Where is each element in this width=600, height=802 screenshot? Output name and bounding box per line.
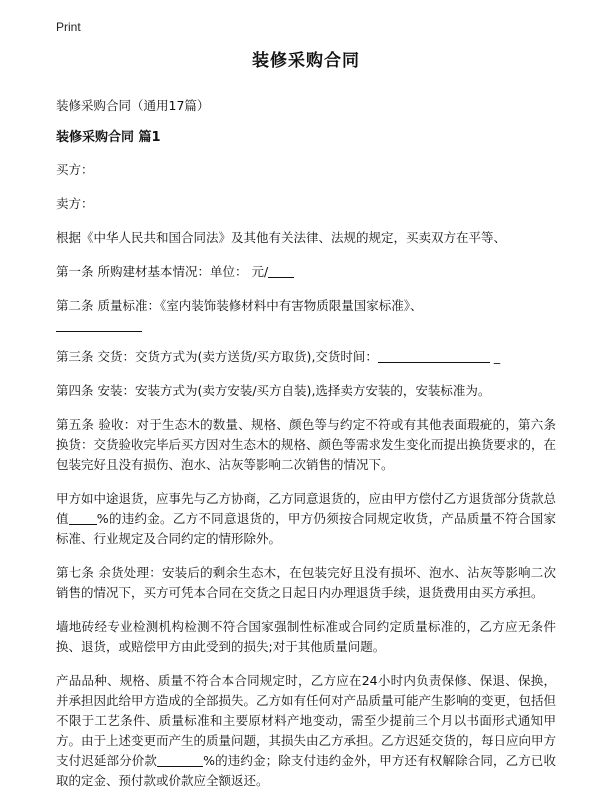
- intro-paragraph: 根据《中华人民共和国合同法》及其他有关法律、法规的规定，买卖双方在平等、: [56, 230, 507, 245]
- standard-blank: [56, 317, 142, 332]
- article-1-text: 第一条 所购建材基本情况：单位： 元/: [56, 264, 269, 279]
- quality-text-a: 产品品种、规格、质量不符合本合同规定时，乙方应在24小时内负责保修、保退、保换，并承担因此给甲方造成的全部损失。乙方如有任何对产品质量可能产生影响的变更，包括但不限于工艺条件、质量标准和主要原材料产地变动，需至少提前三个月以书面形式通知甲方。由于上述变更而产生的质量问题，其损失由乙方承担。乙方迟延交货的，每日应向甲方支付迟延部分价款: [56, 673, 557, 768]
- section-heading: 装修采购合同 篇1: [56, 130, 161, 145]
- delivery-time-blank: [378, 348, 490, 363]
- unit-blank: [268, 263, 294, 278]
- article-2: [56, 296, 556, 336]
- article-5-6: 第五条 验收：对于生态木的数量、规格、颜色等与约定不符或有其他表面瑕疵的，第六条 换货：交货验收完毕后买方因对生态木的规格、颜色等需求发生变化而提出换货要求的，在包装完好且没有损伤、泡水、沾灰等影响二次销售的情况下。: [56, 417, 557, 472]
- article-7: 第七条 余货处理：安装后的剩余生态木，在包装完好且没有损坏、泡水、沾灰等影响二次销售的情况下，买方可凭本合同在交货之日起日内办理退货手续，退货费用由买方承担。: [56, 565, 556, 600]
- article-3-tail: _: [493, 349, 501, 364]
- document-body: [56, 50, 556, 802]
- article-3: [56, 347, 556, 367]
- return-percent-blank: [69, 510, 97, 525]
- quality-text-b: %的违约金；除支付违约金外，甲方还有权解除合同，乙方已收取的定金、预付款或价款应全额返还。: [56, 753, 556, 788]
- buyer-line: 买方：: [56, 162, 94, 177]
- document-subtitle: 装修采购合同（通用17篇）: [56, 98, 210, 113]
- article-1: [56, 262, 556, 282]
- document-title: 装修采购合同: [252, 51, 360, 71]
- article-3-text: 第三条 交货：交货方式为(卖方送货/买方取货),交货时间：: [56, 349, 378, 364]
- article-2-text: 第二条 质量标准：《室内装饰装修材料中有害物质限量国家标准》、: [56, 298, 423, 313]
- inspection-paragraph: 墙地砖经专业检测机构检测不符合国家强制性标准或合同约定质量标准的，乙方应无条件换、退货，或赔偿甲方由此受到的损失;对于其他质量问题。: [56, 619, 556, 654]
- return-text-a: 甲方如中途退货，应事先与乙方协商，乙方同意退货的，应由甲方偿付乙方退货部分货款总值: [56, 491, 557, 526]
- late-percent-blank: [157, 752, 203, 767]
- return-paragraph: [56, 489, 556, 549]
- seller-line: 卖方：: [56, 196, 94, 211]
- print-link[interactable]: Print: [56, 20, 81, 34]
- return-text-b: %的违约金。乙方不同意退货的，甲方仍须按合同规定收货，产品质量不符合国家标准、行业规定及合同约定的情形除外。: [56, 511, 556, 546]
- quality-paragraph: [56, 671, 556, 791]
- article-4: 第四条 安装：安装方式为(卖方安装/买方自装),选择卖方安装的，安装标准为。: [56, 383, 491, 398]
